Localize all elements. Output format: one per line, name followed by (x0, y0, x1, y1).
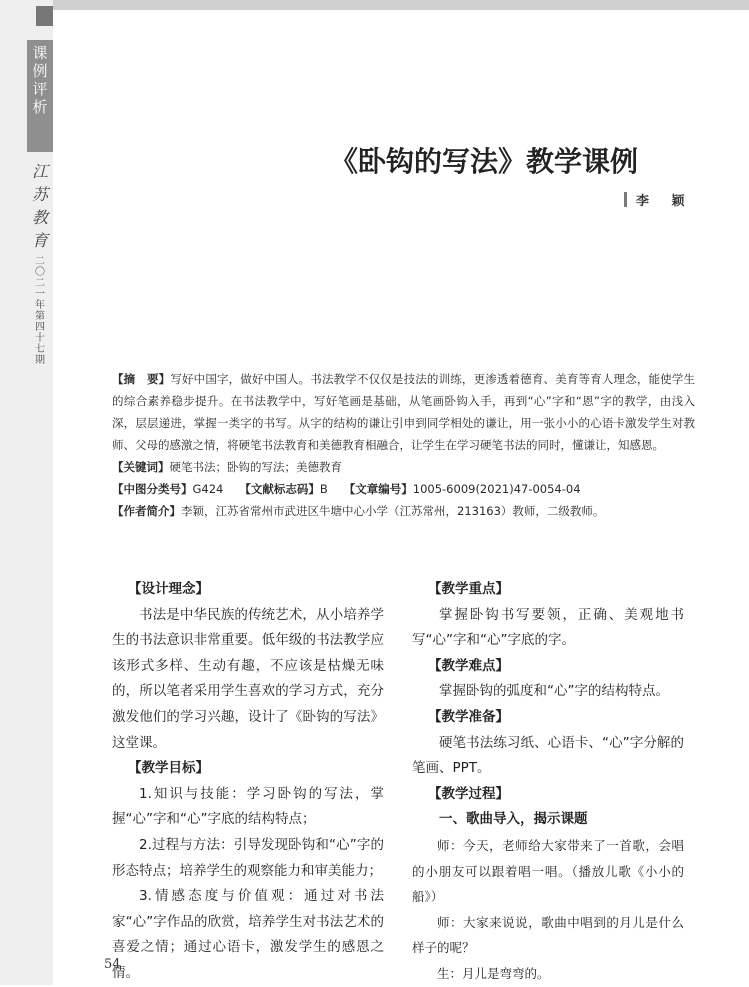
issue-char: 期 (35, 355, 45, 366)
issue-char: 二 (35, 278, 45, 289)
journal-name (29, 160, 51, 252)
section-heading: 【教学重点】 (428, 581, 509, 597)
journal-masthead (29, 160, 51, 366)
page-number: 54 (104, 957, 121, 972)
paragraph: 掌握卧钩的弧度和“心”字的结构特点。 (439, 683, 669, 700)
journal-issue (29, 256, 51, 366)
keywords-line (112, 456, 695, 478)
issue-char: 〇 (35, 267, 45, 278)
section-heading: 【教学准备】 (428, 708, 509, 725)
author-byline (624, 190, 694, 209)
paragraph: 3.情感态度与价值观：通过对书法家“心”字作品的欣赏，培养学生对书法艺术的喜爱之情；通过心语卡，激发学生的感恩之情。 (112, 888, 384, 981)
dialogue-line: 师：大家来说说，歌曲中唱到的月儿是什么样子的呢？ (412, 914, 684, 956)
author-name: 李 颖 (636, 194, 694, 209)
journal-char: 教 (31, 208, 48, 227)
paragraph: 书法是中华民族的传统艺术，从小培养学生的书法意识非常重要。低年级的书法教学应该形式多样、生动有趣，不应该是枯燥无味的，所以笔者采用学生喜欢的学习方式，充分激发他们的学习兴趣，设计了《卧钩的写法》这堂课。 (112, 606, 384, 751)
author-intro-label: 【作者简介】 (112, 504, 181, 518)
issue-char: 第 (35, 311, 45, 322)
section-char: 例 (32, 62, 48, 80)
section-heading: 【教学过程】 (428, 785, 509, 802)
paragraph: 1.知识与技能：学习卧钩的写法，掌握“心”字和“心”字底的结构特点； (112, 785, 384, 828)
dialogue-line: 师：今天，老师给大家带来了一首歌，会唱的小朋友可以跟着唱一唱。（播放儿歌《小小的船》） (412, 837, 684, 905)
author-intro-line (112, 500, 695, 522)
section-char: 析 (32, 98, 48, 116)
issue-char: 二 (35, 256, 45, 267)
journal-char: 苏 (31, 185, 48, 204)
issue-char: 十 (35, 333, 45, 344)
issue-char: 七 (35, 344, 45, 355)
article-no-label: 【文章编号】 (343, 482, 413, 496)
paragraph: 硬笔书法练习纸、心语卡、“心”字分解的笔画、PPT。 (412, 734, 684, 777)
article-title: 《卧钩的写法》教学课例 (330, 145, 639, 178)
classification-line (112, 478, 695, 500)
section-tab (27, 40, 53, 152)
section-char: 课 (32, 44, 48, 62)
clc-label: 【中图分类号】 (112, 482, 193, 496)
body-left-column (112, 577, 384, 987)
keywords-text: 硬笔书法；卧钩的写法；美德教育 (169, 460, 342, 474)
abstract-block (112, 368, 695, 522)
journal-char: 江 (31, 162, 48, 181)
abstract-text: 写好中国字，做好中国人。书法教学不仅仅是技法的训练，更渗透着德育、美育等育人理念，能使学生的综合素养稳步提升。在书法教学中，写好笔画是基础，从笔画卧钩入手，再到“心”字和“恩”字的教学，由浅入深，层层递进，掌握一类字的书写。从字的结构的谦让引申到同学相处的谦让，用一张小小的心语卡激发学生对教师、父母的感激之情，将硬笔书法教育和美德教育相融合，让学生在学习硬笔书法的同时，懂谦让，知感恩。 (112, 372, 696, 452)
section-heading: 【教学难点】 (428, 657, 509, 674)
author-intro-text: 李颖，江苏省常州市武进区牛塘中心小学（江苏常州，213163）教师，二级教师。 (181, 504, 605, 518)
issue-char: 四 (35, 322, 45, 333)
section-char: 评 (32, 80, 48, 98)
clc-value: G424 (192, 482, 224, 496)
dialogue-line: 生：月儿是弯弯的。 (437, 965, 550, 981)
issue-char: 一 (35, 289, 45, 300)
paragraph: 掌握卧钩书写要领，正确、美观地书写“心”字和“心”字底的字。 (412, 606, 684, 649)
section-heading: 【教学目标】 (128, 760, 209, 777)
keywords-label: 【关键词】 (112, 460, 170, 474)
paragraph: 2.过程与方法：引导发现卧钩和“心”字的形态特点；培养学生的观察能力和审美能力； (112, 836, 384, 879)
issue-char: 年 (35, 300, 45, 311)
section-heading: 【设计理念】 (128, 581, 209, 597)
corner-mark (36, 6, 53, 26)
doc-code-value: B (319, 482, 328, 496)
body-right-column (412, 577, 684, 987)
page-top-border (0, 0, 749, 10)
abstract-label: 【摘 要】 (112, 372, 171, 386)
abstract-paragraph (112, 368, 695, 456)
doc-code-label: 【文献标志码】 (239, 482, 320, 496)
author-bar (624, 192, 627, 207)
sub-heading: 一、歌曲导入，揭示课题 (439, 811, 588, 828)
journal-char: 育 (31, 231, 48, 250)
article-no-value: 1005-6009(2021)47-0054-04 (412, 482, 581, 496)
